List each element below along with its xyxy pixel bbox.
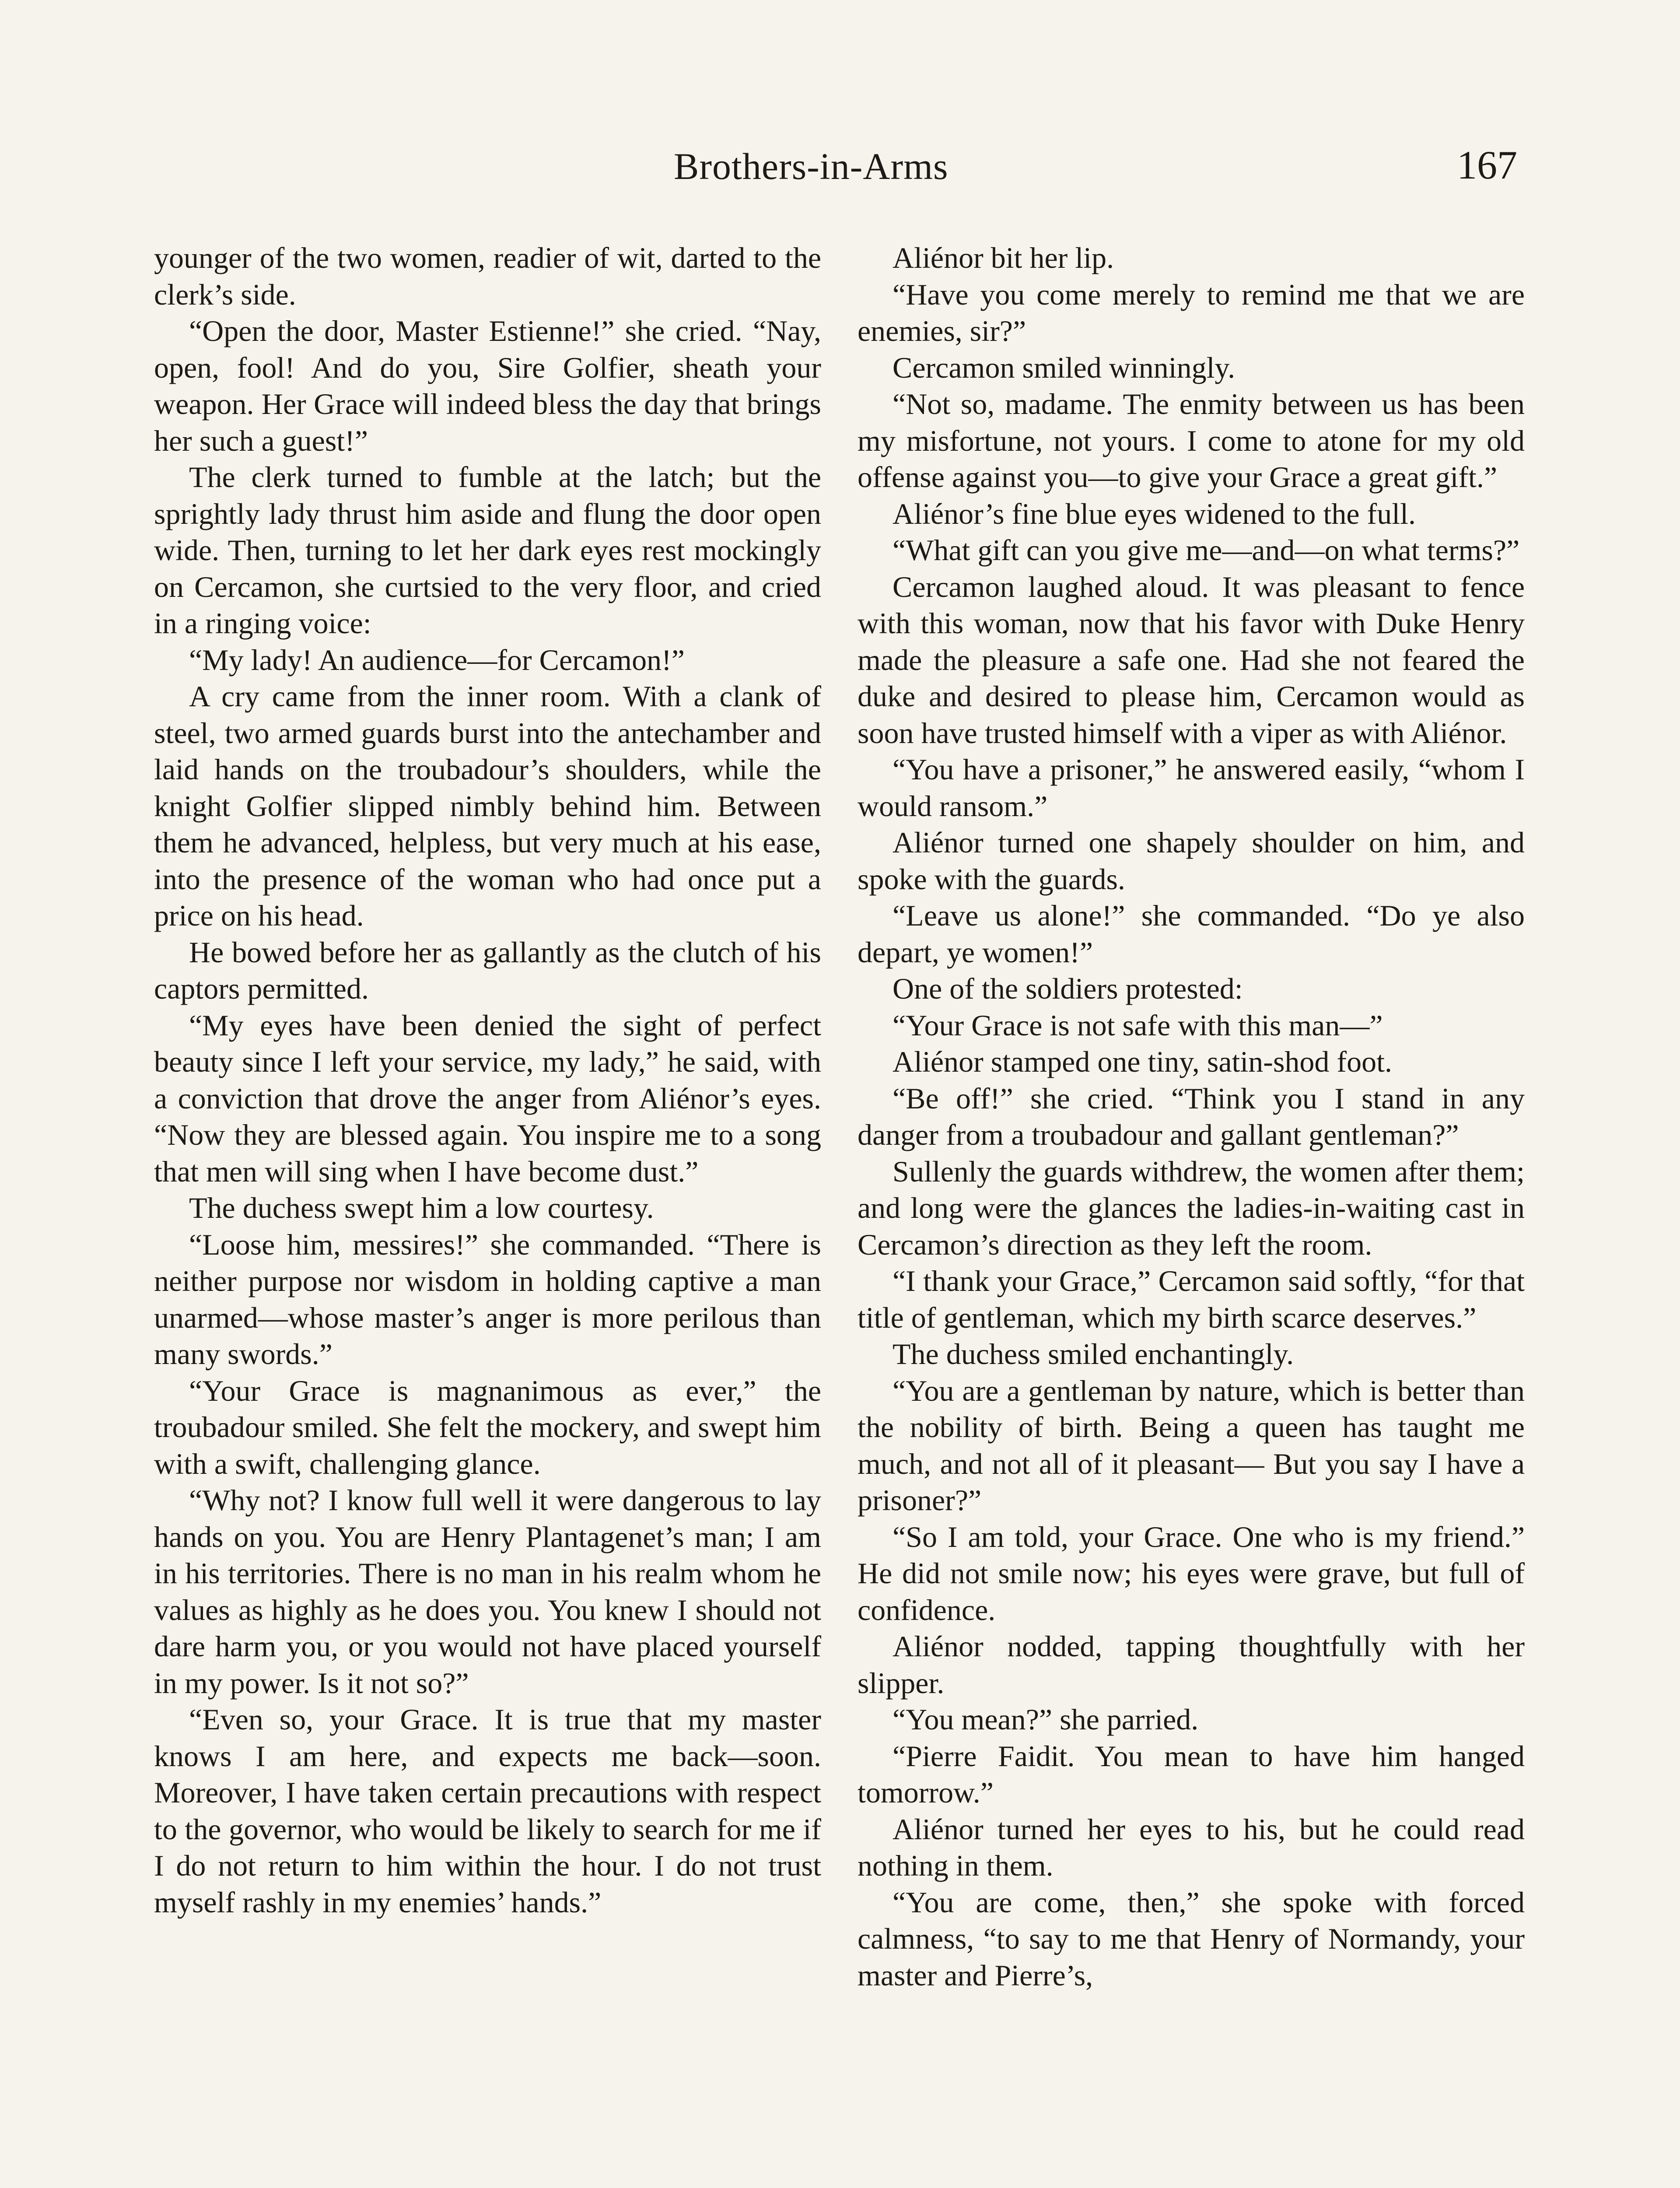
paragraph: “Your Grace is magnanimous as ever,” the troubadour smiled. She felt the mockery, and swept him with a swift, challenging glance. bbox=[154, 1374, 821, 1480]
running-title: Brothers-in-Arms bbox=[674, 145, 948, 187]
paragraph: “Open the door, Master Estienne!” she cried. “Nay, open, fool! And do you, Sire Golfier, sheath your weapon. Her Grace will indeed bless the day that brings her such a guest!” bbox=[154, 314, 821, 457]
paragraph: Cercamon laughed aloud. It was pleasant to fence with this woman, now that his favor with Duke Henry made the pleasure a safe one. Had she not feared the duke and desired to please him, Cercamon would as soon have trusted himself with a viper as with Aliénor. bbox=[858, 570, 1525, 750]
paragraph: One of the soldiers protested: bbox=[892, 972, 1243, 1005]
paragraph: “You mean?” she parried. bbox=[892, 1703, 1199, 1736]
paragraph: Aliénor’s fine blue eyes widened to the full. bbox=[892, 497, 1416, 530]
left-text-column bbox=[154, 240, 821, 1921]
paragraph: “My eyes have been denied the sight of perfect beauty since I left your service, my lady,” he said, with a conviction that drove the anger from Aliénor’s eyes. “Now they are blessed again. You inspire me to a song that men will sing when I have become dust.” bbox=[154, 1008, 821, 1188]
paragraph: “Even so, your Grace. It is true that my master knows I am here, and expects me back—soon. Moreover, I have taken certain precautions with respect to the governor, who would be likely to search for me if I do not return to him within the hour. I do not trust myself rashly in my enemies’ hands.” bbox=[154, 1703, 821, 1919]
paragraph: “My lady! An audience—for Cercamon!” bbox=[189, 643, 685, 677]
page-number: 167 bbox=[1457, 143, 1517, 187]
paragraph: “Pierre Faidit. You mean to have him hanged tomorrow.” bbox=[858, 1739, 1525, 1809]
paragraph: Aliénor nodded, tapping thoughtfully with her slipper. bbox=[858, 1630, 1525, 1700]
paragraph: younger of the two women, readier of wit, darted to the clerk’s side. bbox=[154, 241, 821, 311]
paragraph: “Your Grace is not safe with this man—” bbox=[892, 1008, 1383, 1042]
paragraph: Sullenly the guards withdrew, the women after them; and long were the glances the ladies-in-waiting cast in Cercamon’s direction as they left the room. bbox=[858, 1154, 1525, 1261]
paragraph: “Have you come merely to remind me that we are enemies, sir?” bbox=[858, 277, 1525, 347]
paragraph: “What gift can you give me—and—on what terms?” bbox=[892, 533, 1520, 567]
paragraph: He bowed before her as gallantly as the clutch of his captors permitted. bbox=[154, 935, 821, 1005]
paragraph: “Why not? I know full well it were dangerous to lay hands on you. You are Henry Plantagenet’s man; I am in his territories. There is no man in his realm whom he values as highly as he does you. You knew I should not dare harm you, or you would not have placed yourself in my power. Is it not so?” bbox=[154, 1483, 821, 1700]
paragraph: “You have a prisoner,” he answered easily, “whom I would ransom.” bbox=[858, 753, 1525, 823]
paragraph: “I thank your Grace,” Cercamon said softly, “for that title of gentleman, which my birth scarce deserves.” bbox=[858, 1264, 1525, 1334]
paragraph: Aliénor turned her eyes to his, but he could read nothing in them. bbox=[858, 1812, 1525, 1882]
paragraph: A cry came from the inner room. With a clank of steel, two armed guards burst into the antechamber and laid hands on the troubadour’s shoulders, while the knight Golfier slipped nimbly behind him. Between them he advanced, helpless, but very much at his ease, into the presence of the woman who had once put a price on his head. bbox=[154, 680, 821, 932]
paragraph: The clerk turned to fumble at the latch; but the sprightly lady thrust him aside and flung the door open wide. Then, turning to let her dark eyes rest mockingly on Cercamon, she curtsied to the very floor, and cried in a ringing voice: bbox=[154, 460, 821, 640]
paragraph: The duchess swept him a low courtesy. bbox=[189, 1191, 654, 1224]
right-text-column bbox=[858, 240, 1525, 1994]
paragraph: “Be off!” she cried. “Think you I stand in any danger from a troubadour and gallant gentleman?” bbox=[858, 1081, 1525, 1151]
paragraph: “So I am told, your Grace. One who is my friend.” He did not smile now; his eyes were grave, but full of confidence. bbox=[858, 1520, 1525, 1627]
paragraph: The duchess smiled enchantingly. bbox=[892, 1337, 1294, 1371]
paragraph: “You are come, then,” she spoke with forced calmness, “to say to me that Henry of Normandy, your master and Pierre’s, bbox=[858, 1885, 1525, 1992]
paragraph: “You are a gentleman by nature, which is better than the nobility of birth. Being a queen has taught me much, and not all of it pleasant— But you say I have a prisoner?” bbox=[858, 1374, 1525, 1517]
paragraph: Aliénor turned one shapely shoulder on him, and spoke with the guards. bbox=[858, 826, 1525, 896]
paragraph: Cercamon smiled winningly. bbox=[892, 351, 1236, 384]
paragraph: “Not so, madame. The enmity between us has been my misfortune, not yours. I come to atone for my old offense against you—to give your Grace a great gift.” bbox=[858, 387, 1525, 494]
paragraph: “Leave us alone!” she commanded. “Do ye also depart, ye women!” bbox=[858, 899, 1525, 969]
paragraph: Aliénor stamped one tiny, satin-shod foot. bbox=[892, 1045, 1392, 1078]
paragraph: “Loose him, messires!” she commanded. “There is neither purpose nor wisdom in holding captive a man unarmed—whose master’s anger is more perilous than many swords.” bbox=[154, 1227, 821, 1371]
paragraph: Aliénor bit her lip. bbox=[892, 241, 1114, 274]
